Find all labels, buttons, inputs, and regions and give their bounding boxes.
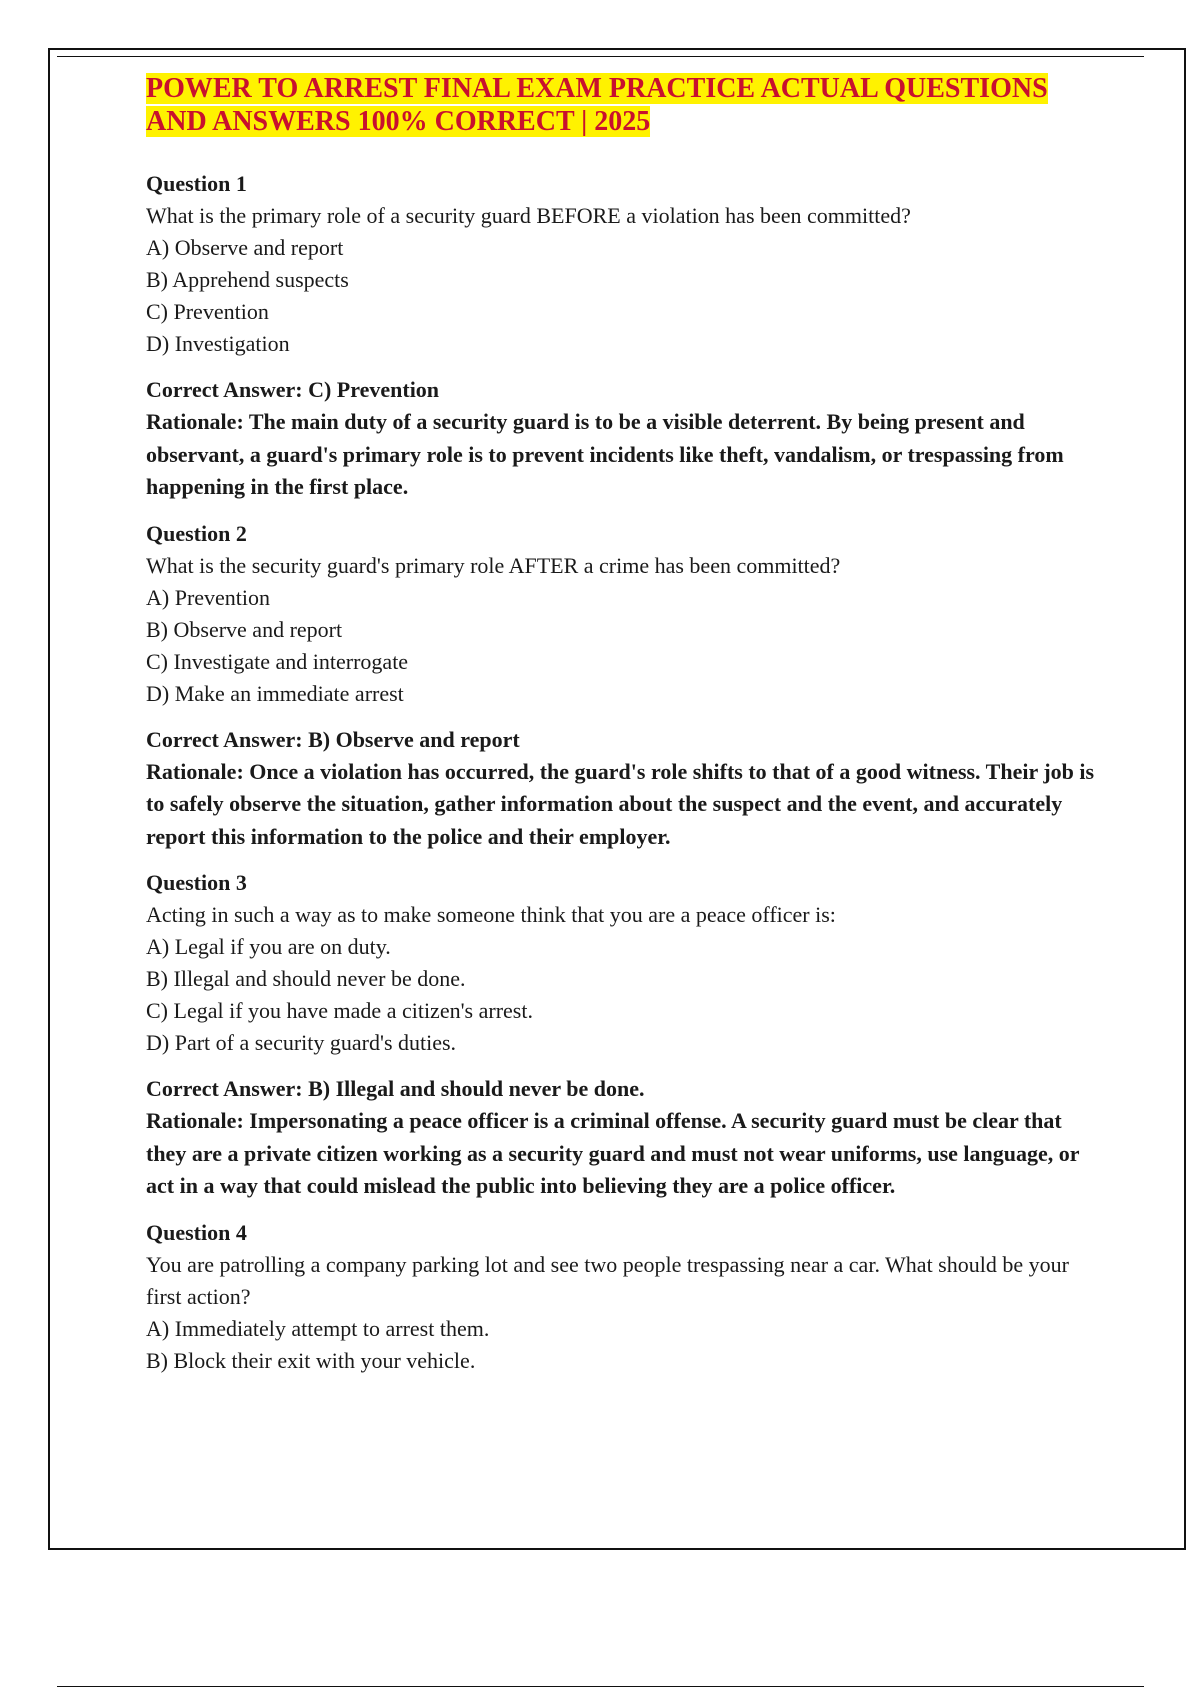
- option-list: [146, 931, 1101, 1059]
- option-d: D) Investigation: [146, 331, 290, 356]
- question-heading: Question 1: [146, 171, 247, 196]
- rationale: Rationale: Once a violation has occurred, the guard's role shifts to that of a good witness. Their job is to safely observe the situation, gather information about the suspect and the event, and accurately report this information to the police and their employer.: [146, 758, 1095, 849]
- option-c: C) Legal if you have made a citizen's arrest.: [146, 998, 533, 1023]
- question-text: Acting in such a way as to make someone think that you are a peace officer is:: [146, 902, 836, 927]
- option-d: D) Make an immediate arrest: [146, 680, 404, 706]
- question-heading: Question 2: [146, 520, 247, 546]
- correct-answer: Correct Answer: B) Observe and report: [146, 726, 520, 752]
- question-2: [146, 518, 1101, 854]
- correct-answer: Correct Answer: B) Illegal and should never be done.: [146, 1076, 645, 1101]
- question-text: What is the security guard's primary role AFTER a crime has been committed?: [146, 552, 841, 578]
- option-c: C) Prevention: [146, 299, 269, 324]
- option-list: [146, 582, 1101, 710]
- option-a: A) Prevention: [146, 584, 271, 610]
- option-list: [146, 1313, 1101, 1377]
- option-a: A) Immediately attempt to arrest them.: [146, 1315, 490, 1341]
- question-3: [146, 867, 1101, 1203]
- rationale: Rationale: Impersonating a peace officer is a criminal offense. A security guard must be clear that they are a private citizen working as a security guard and must not wear uniforms, use language, or act in a way that could mislead the public into believing they are a police officer.: [146, 1108, 1080, 1198]
- option-d: D) Part of a security guard's duties.: [146, 1030, 457, 1055]
- correct-answer: Correct Answer: C) Prevention: [146, 377, 440, 402]
- document-title: POWER TO ARREST FINAL EXAM PRACTICE ACTUAL QUESTIONS AND ANSWERS 100% CORRECT | 2025: [146, 73, 1048, 137]
- option-a: A) Legal if you are on duty.: [146, 934, 391, 959]
- document-content: [146, 72, 1101, 1391]
- option-b: B) Illegal and should never be done.: [146, 966, 466, 991]
- question-1: [146, 168, 1101, 504]
- option-b: B) Apprehend suspects: [146, 267, 349, 292]
- bottom-rule: [57, 1686, 1144, 1687]
- question-text: What is the primary role of a security guard BEFORE a violation has been committed?: [146, 203, 911, 228]
- option-b: B) Block their exit with your vehicle.: [146, 1347, 476, 1373]
- option-c: C) Investigate and interrogate: [146, 648, 409, 674]
- question-4: [146, 1217, 1101, 1377]
- option-b: B) Observe and report: [146, 616, 343, 642]
- question-text: You are patrolling a company parking lot and see two people trespassing near a car. What should be your first action?: [146, 1251, 1069, 1309]
- option-list: [146, 232, 1101, 360]
- question-heading: Question 4: [146, 1219, 247, 1245]
- rationale: Rationale: The main duty of a security guard is to be a visible deterrent. By being present and observant, a guard's primary role is to prevent incidents like theft, vandalism, or trespassing from happening in the first place.: [146, 409, 1064, 499]
- question-heading: Question 3: [146, 870, 247, 895]
- option-a: A) Observe and report: [146, 235, 344, 260]
- top-rule: [57, 56, 1144, 57]
